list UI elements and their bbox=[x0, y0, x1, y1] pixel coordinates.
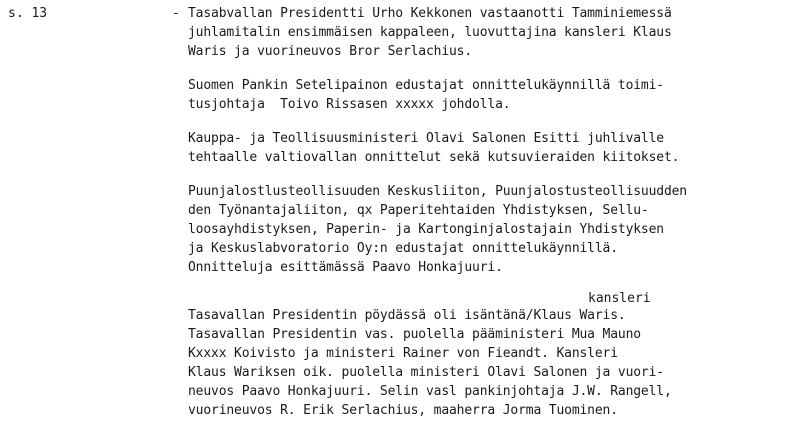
text-line: Klaus Wariksen oik. puolella ministeri Olavi Salonen ja vuori- bbox=[188, 365, 664, 380]
body-text bbox=[188, 4, 793, 435]
paragraph-seating bbox=[188, 292, 793, 420]
text-line: Tasavallan Presidentin pöydässä oli isäntänä/Klaus Waris. bbox=[188, 308, 626, 323]
text-line: juhlamitalin ensimmäisen kappaleen, luovuttajina kansleri Klaus bbox=[188, 25, 672, 40]
paragraph-industry-delegations bbox=[188, 182, 793, 277]
text-line: Kauppa- ja Teollisuusministeri Olavi Salonen Esitti juhlivalle bbox=[188, 131, 664, 146]
text-line: Puunjalostlusteollisuuden Keskusliiton, Puunjalostusteollisuudden bbox=[188, 184, 687, 199]
text-line: neuvos Paavo Honkajuuri. Selin vasl pankinjohtaja J.W. Rangell, bbox=[188, 384, 672, 399]
list-dash: - bbox=[172, 6, 180, 21]
text-line: Tasavallan Presidentin vas. puolella pääministeri Mua Mauno bbox=[188, 327, 641, 342]
text-line: den Työnantajaliiton, qx Paperitehtaiden Yhdistyksen, Sellu- bbox=[188, 203, 649, 218]
text-line: Suomen Pankin Setelipainon edustajat onnittelukäynnillä toimi- bbox=[188, 78, 664, 93]
text-line: Waris ja vuorineuvos Bror Serlachius. bbox=[188, 44, 473, 59]
text-line: ja Keskuslabvoratorio Oy:n edustajat onnittelukäynnillä. bbox=[188, 241, 618, 256]
paragraph-bank-delegation bbox=[188, 76, 793, 114]
text-line: tehtaalle valtiovallan onnittelut sekä kutsuvieraiden kiitokset. bbox=[188, 150, 680, 165]
page-number: s. 13 bbox=[8, 6, 48, 21]
text-line: loosayhdistyksen, Paperin- ja Kartonginjalostajain Yhdistyksen bbox=[188, 222, 664, 237]
text-line: Onnitteluja esittämässä Paavo Honkajuuri. bbox=[188, 260, 503, 275]
text-line: Kxxxx Koivisto ja ministeri Rainer von Fieandt. Kansleri bbox=[188, 346, 618, 361]
text-line: tusjohtaja Toivo Rissasen xxxxx johdolla. bbox=[188, 97, 511, 112]
interlinear-insertion: kansleri bbox=[588, 291, 651, 306]
paragraph-presidential-reception bbox=[188, 4, 793, 61]
paragraph-minister-greetings bbox=[188, 129, 793, 167]
text-line: Tasabvallan Presidentti Urho Kekkonen vastaanotti Tamminiemessä bbox=[188, 6, 672, 21]
text-line: vuorineuvos R. Erik Serlachius, maaherra Jorma Tuominen. bbox=[188, 403, 618, 418]
